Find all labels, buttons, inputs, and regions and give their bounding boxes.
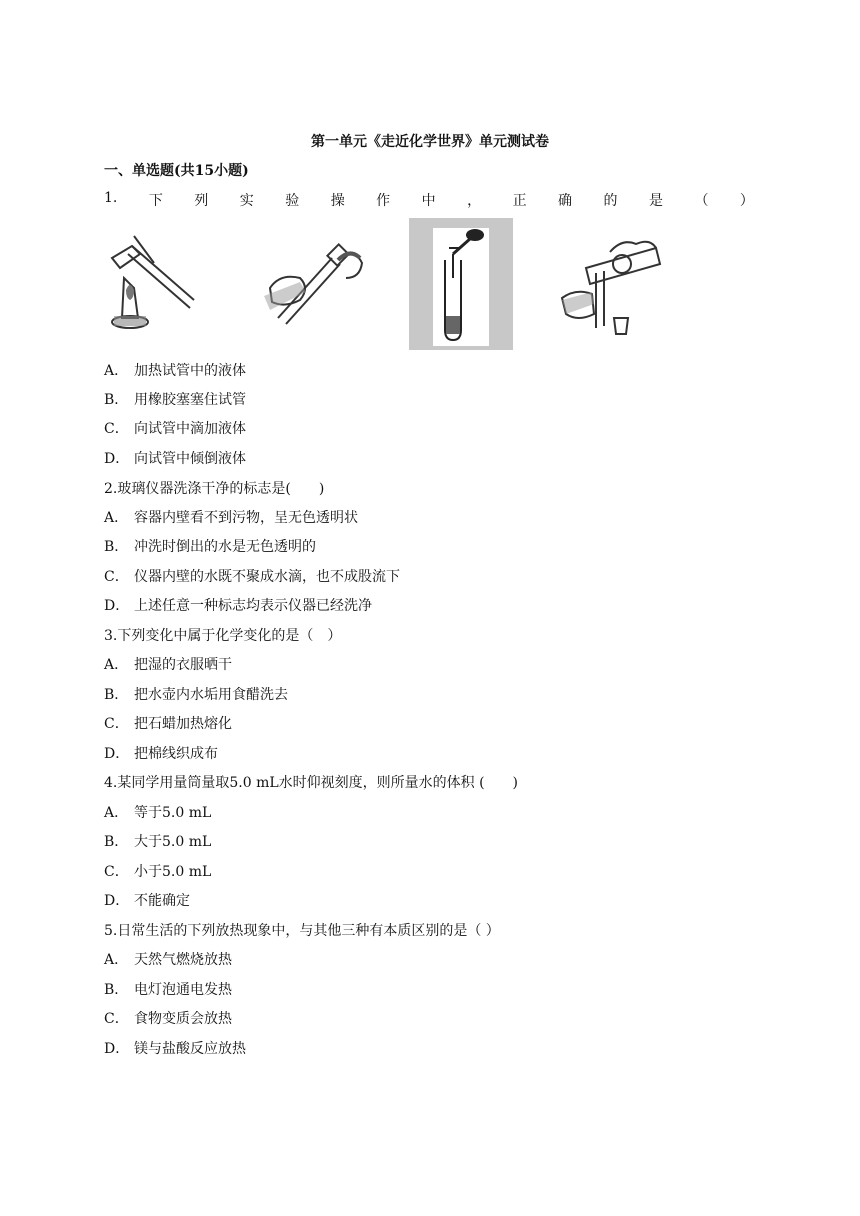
option-text: 向试管中滴加液体 <box>134 421 246 437</box>
q1-char: 正 <box>512 193 527 209</box>
option-text: 大于5.0 mL <box>134 834 212 850</box>
q4-option-b <box>104 831 211 851</box>
q1-option-a <box>104 360 246 380</box>
option-text: 小于5.0 mL <box>134 864 212 880</box>
option-letter: C． <box>104 569 129 585</box>
option-text: 上述任意一种标志均表示仪器已经洗净 <box>134 598 372 614</box>
option-letter: C． <box>104 716 129 732</box>
q1-char: ） <box>739 193 754 209</box>
q3-option-a <box>104 654 232 674</box>
q3-option-b <box>104 684 288 704</box>
option-letter: B． <box>104 392 129 408</box>
question-3-stem: 3.下列变化中属于化学变化的是（ ） <box>104 628 342 644</box>
q5-option-d <box>104 1038 246 1058</box>
page-title: 第一单元《走近化学世界》单元测试卷 <box>311 134 549 150</box>
q2-option-b <box>104 536 316 556</box>
q1-char: 下 <box>148 193 163 209</box>
q1-char: 是 <box>648 193 663 209</box>
question-1-stem <box>104 190 754 210</box>
q5-option-c <box>104 1008 232 1028</box>
option-text: 向试管中倾倒液体 <box>134 451 246 467</box>
q3-option-d <box>104 743 218 763</box>
q1-char: 中 <box>421 193 436 209</box>
question-5-stem: 5.日常生活的下列放热现象中，与其他三种有本质区别的是（ ） <box>104 923 500 939</box>
option-letter: A． <box>104 805 129 821</box>
option-text: 用橡胶塞塞住试管 <box>134 392 246 408</box>
q1-char: 操 <box>330 193 345 209</box>
option-text: 仪器内壁的水既不聚成水滴，也不成股流下 <box>134 569 400 585</box>
stoppering-tube-figure <box>260 218 370 333</box>
q1-char: 实 <box>239 193 254 209</box>
q3-option-c <box>104 713 232 733</box>
option-text: 天然气燃烧放热 <box>134 952 232 968</box>
option-letter: B． <box>104 687 129 703</box>
q2-option-c <box>104 566 400 586</box>
question-4-stem: 4.某同学用量筒量取5.0 mL水时仰视刻度，则所量水的体积 ( ) <box>104 775 519 791</box>
q2-option-a <box>104 507 358 527</box>
q1-char: 的 <box>603 193 618 209</box>
pouring-liquid-figure <box>556 218 666 343</box>
q1-option-b <box>104 389 246 409</box>
q1-char: 确 <box>558 193 573 209</box>
option-letter: C． <box>104 864 129 880</box>
question-2-stem: 2.玻璃仪器洗涤干净的标志是( ) <box>104 481 325 497</box>
q1-option-c <box>104 418 246 438</box>
q2-option-d <box>104 595 372 615</box>
option-text: 加热试管中的液体 <box>134 363 246 379</box>
q1-char: 列 <box>194 193 209 209</box>
option-letter: D． <box>104 893 130 909</box>
option-letter: A． <box>104 952 129 968</box>
q1-char: （ <box>694 193 709 209</box>
heating-liquid-figure <box>104 218 204 333</box>
option-letter: C． <box>104 421 129 437</box>
q4-option-a <box>104 802 211 822</box>
option-text: 把棉线织成布 <box>134 746 218 762</box>
option-text: 等于5.0 mL <box>134 805 212 821</box>
option-text: 把湿的衣服晒干 <box>134 657 232 673</box>
option-text: 电灯泡通电发热 <box>134 982 232 998</box>
option-text: 食物变质会放热 <box>134 1011 232 1027</box>
q4-option-d <box>104 890 190 910</box>
option-letter: B． <box>104 834 129 850</box>
option-text: 镁与盐酸反应放热 <box>134 1041 246 1057</box>
option-letter: A． <box>104 657 129 673</box>
q1-char: 作 <box>376 193 391 209</box>
option-letter: C． <box>104 1011 129 1027</box>
q1-option-d <box>104 448 246 468</box>
q1-char: 1. <box>104 190 118 206</box>
q4-option-c <box>104 861 211 881</box>
option-letter: A． <box>104 510 129 526</box>
option-text: 容器内壁看不到污物，呈无色透明状 <box>134 510 358 526</box>
q5-option-b <box>104 979 232 999</box>
q1-char: 验 <box>285 193 300 209</box>
option-letter: D． <box>104 1041 130 1057</box>
option-letter: A． <box>104 363 129 379</box>
dropping-liquid-figure <box>409 218 513 350</box>
option-text: 把石蜡加热熔化 <box>134 716 232 732</box>
q1-char: ， <box>467 193 482 209</box>
option-letter: D． <box>104 598 130 614</box>
option-text: 把水壶内水垢用食醋洗去 <box>134 687 288 703</box>
section-heading: 一、单选题(共15小题) <box>104 163 249 179</box>
option-letter: D． <box>104 746 130 762</box>
option-text: 冲洗时倒出的水是无色透明的 <box>134 539 316 555</box>
option-text: 不能确定 <box>134 893 190 909</box>
option-letter: B． <box>104 982 129 998</box>
q5-option-a <box>104 949 232 969</box>
option-letter: D． <box>104 451 130 467</box>
option-letter: B． <box>104 539 129 555</box>
